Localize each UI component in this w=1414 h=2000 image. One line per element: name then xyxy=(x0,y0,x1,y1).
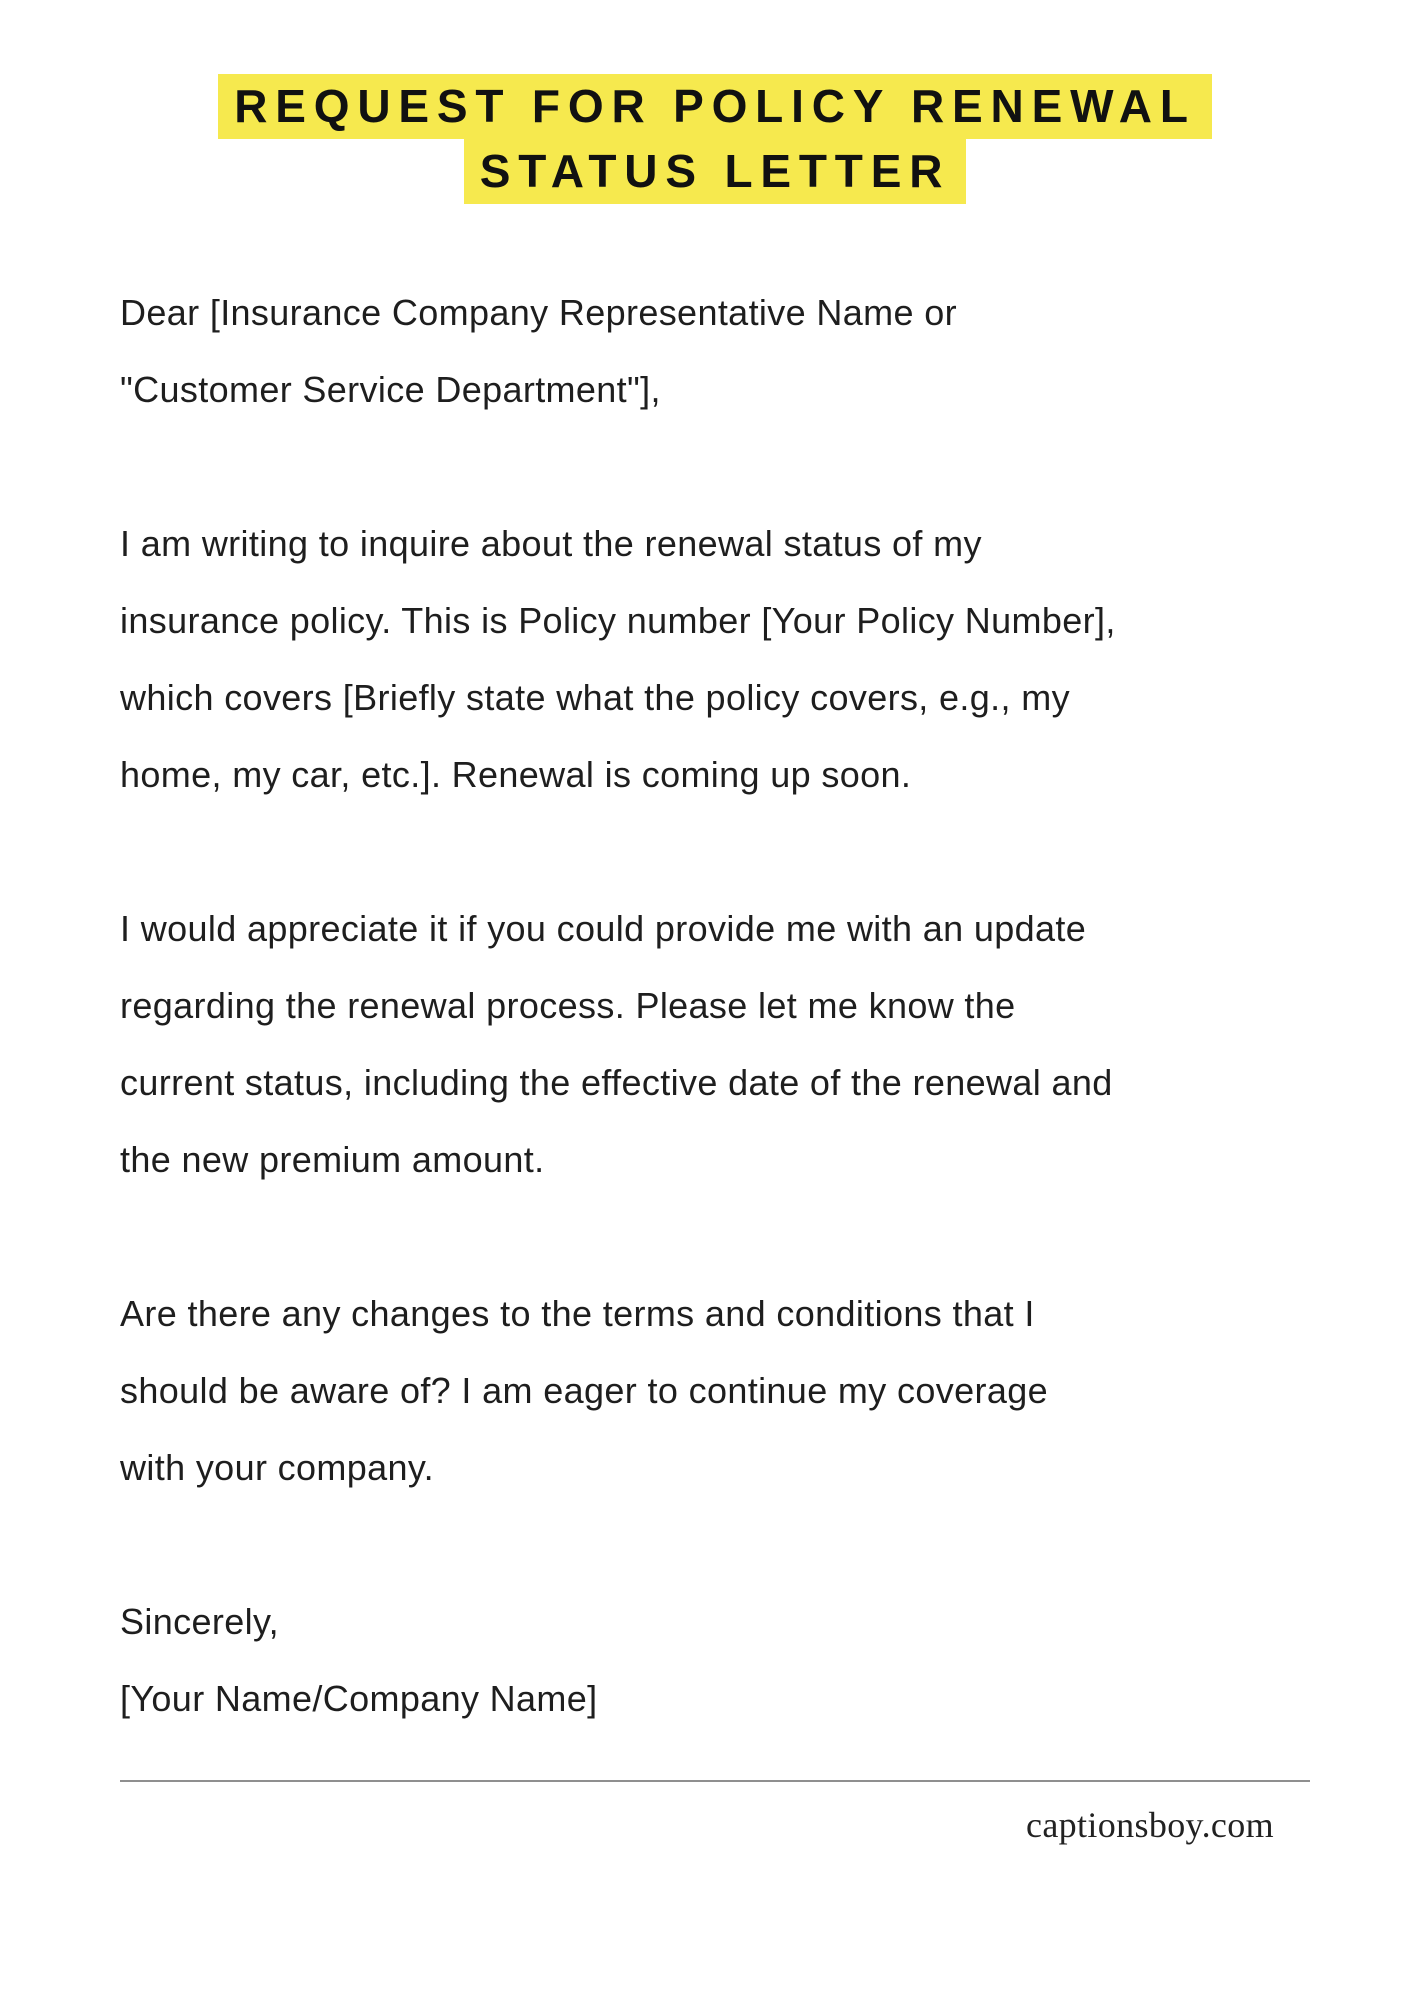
letter-body xyxy=(120,274,1310,1506)
letter-paragraph-inquiry: I am writing to inquire about the renewal status of my insurance policy. This is Policy number [Your Policy Number], which covers [Briefly state what the policy covers, e.g., my home, my car, etc.]. Renewal is coming up soon. xyxy=(120,523,1116,795)
letter-paragraph-salutation: Dear [Insurance Company Representative Name or "Customer Service Department"], xyxy=(120,292,957,410)
title-highlight-1: REQUEST FOR POLICY RENEWAL xyxy=(218,74,1212,139)
footer-divider xyxy=(120,1780,1310,1782)
title-highlight-2: STATUS LETTER xyxy=(464,139,967,204)
title-line-1 xyxy=(120,74,1310,139)
letter-title xyxy=(120,74,1310,204)
letter-paragraph-terms: Are there any changes to the terms and conditions that I should be aware of? I am eager to continue my coverage with your company. xyxy=(120,1293,1048,1488)
letter-paragraph-update-request: I would appreciate it if you could provide me with an update regarding the renewal process. Please let me know the current status, including the effective date of the renewal and the new premium amount. xyxy=(120,908,1113,1180)
closing-salutation: Sincerely, xyxy=(120,1601,279,1642)
footer-site-text: captionsboy.com xyxy=(1025,1805,1274,1845)
footer xyxy=(120,1804,1310,1846)
title-line-2 xyxy=(120,139,1310,204)
letter-closing xyxy=(120,1583,1310,1737)
closing-signature: [Your Name/Company Name] xyxy=(120,1678,598,1719)
